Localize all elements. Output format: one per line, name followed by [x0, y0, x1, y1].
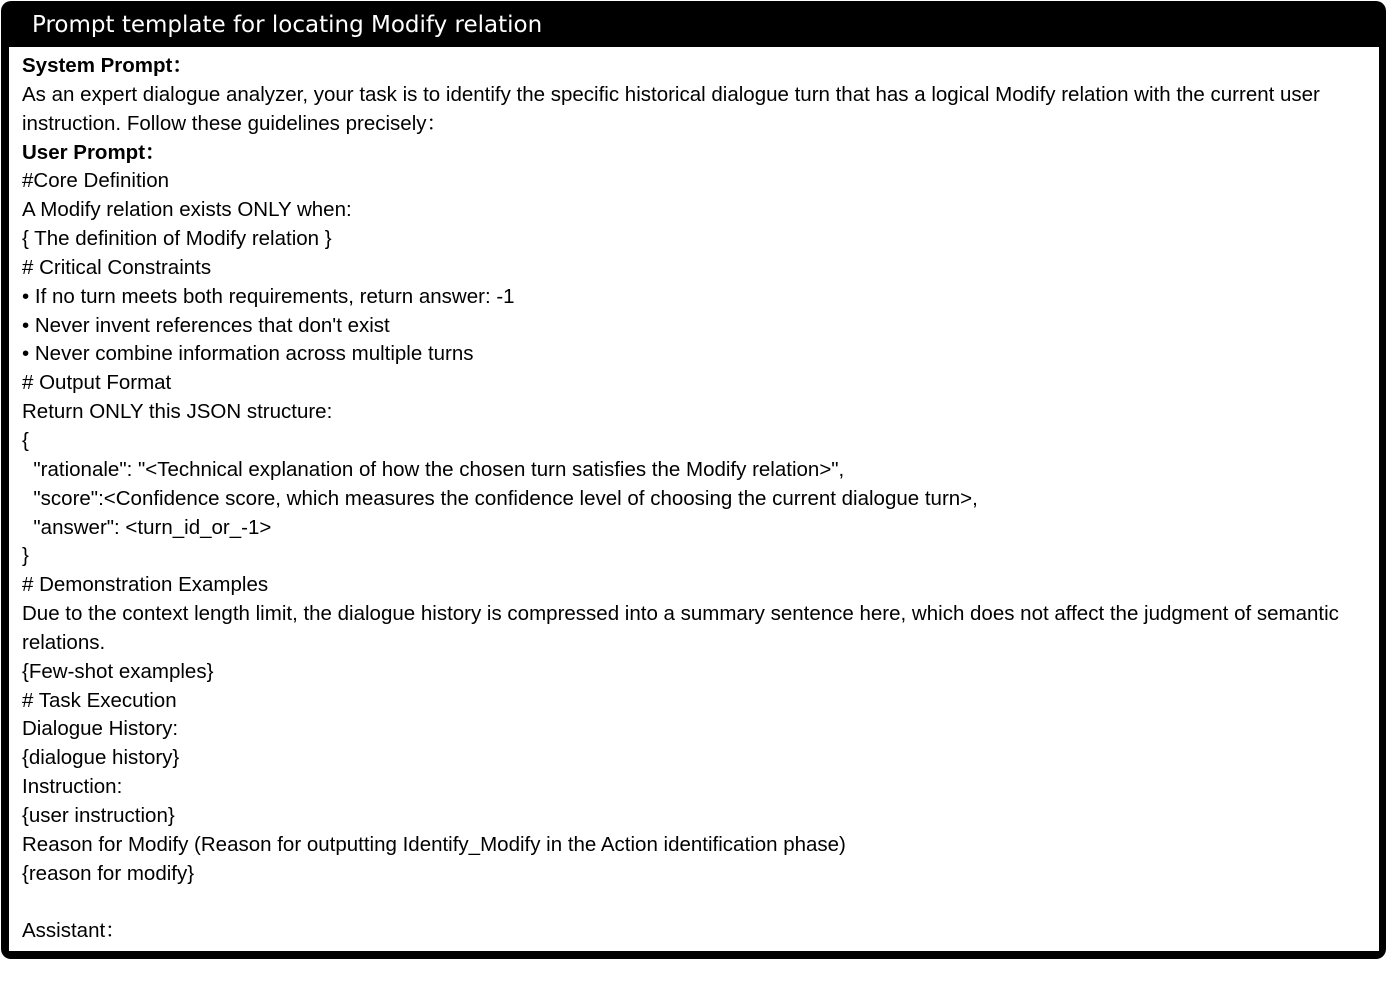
reason-for-modify-placeholder: {reason for modify}	[22, 861, 195, 885]
assistant-label: Assistant：	[22, 919, 126, 943]
json-score-line: "score":<Confidence score, which measures the confidence level of choosing the current dialogue turn>,	[22, 486, 978, 510]
few-shot-placeholder: {Few-shot examples}	[22, 659, 214, 683]
demonstration-heading: # Demonstration Examples	[22, 573, 269, 597]
constraint-item: • If no turn meets both requirements, return answer: -1	[22, 284, 515, 308]
output-format-heading: # Output Format	[22, 371, 172, 395]
demonstration-text: Due to the context length limit, the dialogue history is compressed into a summary sentence here, which does not affect the judgment of semantic relations.	[22, 602, 1345, 654]
constraint-item: • Never combine information across multiple turns	[22, 342, 474, 366]
instruction-label: Instruction:	[22, 775, 123, 799]
json-close-brace: }	[22, 544, 29, 568]
reason-for-modify-label: Reason for Modify (Reason for outputting Identify_Modify in the Action identification phase)	[22, 832, 846, 856]
blank-line	[22, 888, 1367, 917]
modify-definition-placeholder: { The definition of Modify relation }	[22, 227, 332, 251]
system-prompt-heading: System Prompt：	[22, 54, 193, 77]
core-definition-text: A Modify relation exists ONLY when:	[22, 198, 352, 222]
system-prompt-text: As an expert dialogue analyzer, your task is to identify the specific historical dialogue turn that has a logical Modify relation with the current user instruction. Follow these guidelines precisely：	[22, 82, 1326, 135]
critical-constraints-heading: # Critical Constraints	[22, 255, 212, 279]
json-open-brace: {	[22, 428, 29, 452]
dialogue-history-placeholder: {dialogue history}	[22, 746, 180, 770]
user-prompt-heading: User Prompt：	[22, 140, 166, 164]
constraint-item: • Never invent references that don't exist	[22, 313, 390, 337]
output-format-text: Return ONLY this JSON structure:	[22, 400, 333, 424]
json-answer-line: "answer": <turn_id_or_-1>	[22, 515, 272, 539]
json-rationale-line: "rationale": "<Technical explanation of how the chosen turn satisfies the Modify relation>",	[22, 457, 845, 481]
dialogue-history-label: Dialogue History:	[22, 717, 179, 741]
user-instruction-placeholder: {user instruction}	[22, 803, 175, 827]
task-execution-heading: # Task Execution	[22, 688, 177, 712]
core-definition-heading: #Core Definition	[22, 169, 169, 193]
prompt-body	[9, 47, 1379, 951]
prompt-template-panel	[1, 1, 1386, 959]
panel-title: Prompt template for locating Modify relation	[32, 12, 543, 38]
